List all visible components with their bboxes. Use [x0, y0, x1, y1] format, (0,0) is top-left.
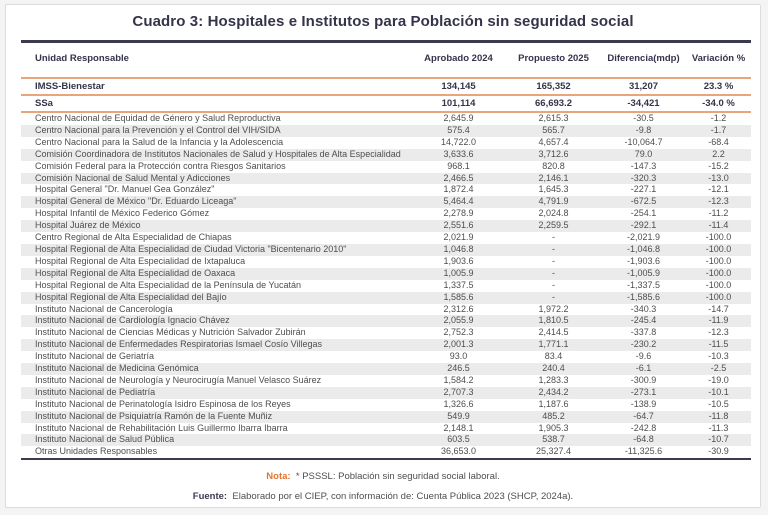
value-cell: 25,327.4: [535, 446, 572, 457]
value-cell: -227.1: [630, 184, 657, 195]
unit-name-cell: Comisión Federal para la Protección contra Riesgos Sanitarios: [35, 160, 286, 171]
value-cell: -34,421: [627, 98, 660, 109]
value-cell: 1,771.1: [538, 339, 569, 350]
value-cell: -19.0: [708, 374, 729, 385]
value-cell: 1,005.9: [443, 267, 474, 278]
value-cell: 101,114: [441, 98, 476, 109]
value-cell: -2,021.9: [626, 232, 661, 243]
unit-name-cell: Hospital Regional de Alta Especialidad del Bajío: [35, 291, 227, 302]
value-cell: -1,337.5: [626, 279, 661, 290]
unit-name-cell: Centro Nacional de Equidad de Género y Salud Reproductiva: [35, 113, 281, 123]
table-row: [21, 399, 751, 411]
value-cell: -34.0 %: [702, 98, 735, 109]
unit-name-cell: Instituto Nacional de Neurología y Neurocirugía Manuel Velasco Suárez: [35, 374, 322, 385]
unit-name-cell: Centro Regional de Alta Especialidad de Chiapas: [35, 232, 232, 243]
value-cell: 4,657.4: [538, 136, 569, 147]
value-cell: 1,972.2: [538, 303, 569, 314]
value-cell: 165,352: [536, 81, 571, 92]
value-cell: -320.3: [630, 172, 657, 183]
value-cell: 66,693.2: [535, 98, 572, 109]
table-row: [21, 78, 751, 95]
table-row: [21, 244, 751, 256]
value-cell: -11,325.6: [624, 446, 663, 457]
nota-text: * PSSSL: Población sin seguridad social laboral.: [295, 471, 500, 483]
value-cell: 2,278.9: [443, 208, 474, 219]
table-row: [21, 232, 751, 244]
table-row: [21, 137, 751, 149]
unit-name-cell: SSa: [35, 98, 53, 109]
value-cell: -292.1: [630, 220, 657, 231]
value-cell: -: [552, 279, 555, 290]
table-row: [21, 434, 751, 446]
table-row: [21, 363, 751, 375]
value-cell: -1,903.6: [626, 255, 661, 266]
value-cell: -340.3: [630, 303, 657, 314]
value-cell: 2,466.5: [443, 172, 474, 183]
value-cell: 2,024.8: [538, 208, 569, 219]
value-cell: -1,585.6: [626, 291, 661, 302]
value-cell: 1,584.2: [443, 374, 474, 385]
value-cell: 485.2: [542, 410, 565, 421]
table-footer: [6, 471, 760, 502]
value-cell: 1,903.6: [443, 255, 474, 266]
table-row: [21, 196, 751, 208]
table-row: [21, 304, 751, 316]
value-cell: -300.9: [630, 374, 657, 385]
value-cell: 1,645.3: [538, 184, 569, 195]
value-cell: 2,434.2: [538, 386, 569, 397]
value-cell: 1,872.4: [443, 184, 474, 195]
value-cell: 2,148.1: [443, 422, 474, 433]
value-cell: -11.8: [708, 410, 729, 421]
value-cell: 820.8: [542, 160, 565, 171]
value-cell: -100.0: [705, 279, 732, 290]
table-row: [21, 161, 751, 173]
unit-name-cell: Hospital General "Dr. Manuel Gea González": [35, 184, 215, 195]
value-cell: -30.9: [708, 446, 729, 457]
value-cell: -6.1: [635, 363, 652, 374]
value-cell: 2,645.9: [443, 113, 474, 123]
value-cell: -1,005.9: [626, 267, 661, 278]
table-row: [21, 292, 751, 304]
value-cell: -11.4: [708, 220, 729, 231]
value-cell: -9.8: [635, 124, 652, 135]
value-cell: -11.5: [708, 339, 729, 350]
value-cell: -9.6: [635, 351, 652, 362]
unit-name-cell: Comisión Nacional de Salud Mental y Adicciones: [35, 172, 231, 183]
value-cell: -10.5: [708, 398, 729, 409]
fuente-label: Fuente:: [192, 491, 228, 503]
unit-name-cell: Centro Nacional para la Prevención y el Control del VIH/SIDA: [35, 124, 281, 135]
value-cell: -1,046.8: [626, 243, 661, 254]
value-cell: -64.7: [633, 410, 654, 421]
unit-name-cell: Instituto Nacional de Rehabilitación Luis Guillermo Ibarra Ibarra: [35, 422, 288, 433]
value-cell: 1,585.6: [443, 291, 474, 302]
value-cell: 2,707.3: [443, 386, 474, 397]
value-cell: 2,021.9: [443, 232, 474, 243]
value-cell: -: [552, 291, 555, 302]
table-card: [5, 4, 761, 508]
value-cell: -245.4: [630, 315, 657, 326]
unit-name-cell: Hospital Regional de Alta Especialidad de la Península de Yucatán: [35, 279, 302, 290]
value-cell: 5,464.4: [443, 196, 474, 207]
value-cell: 246.5: [447, 363, 470, 374]
unit-name-cell: Instituto Nacional de Geriatría: [35, 351, 155, 362]
unit-name-cell: Instituto Nacional de Salud Pública: [35, 434, 175, 445]
table-row: [21, 256, 751, 268]
value-cell: -100.0: [705, 232, 732, 243]
table-row: [21, 423, 751, 435]
unit-name-cell: Hospital Juárez de México: [35, 220, 141, 231]
value-cell: -: [552, 232, 555, 243]
value-cell: 93.0: [449, 351, 468, 362]
value-cell: -12.3: [708, 196, 729, 207]
unit-name-cell: Hospital Regional de Alta Especialidad de Ciudad Victoria "Bicentenario 2010": [35, 243, 347, 254]
value-cell: 2,752.3: [443, 327, 474, 338]
table-row: [21, 112, 751, 125]
value-cell: 1,810.5: [538, 315, 569, 326]
data-rows: [21, 112, 751, 459]
unit-name-cell: Instituto Nacional de Perinatología Isidro Espinosa de los Reyes: [35, 398, 291, 409]
value-cell: -147.3: [630, 160, 657, 171]
value-cell: -11.3: [708, 422, 729, 433]
value-cell: -13.0: [708, 172, 729, 183]
value-cell: -273.1: [630, 386, 657, 397]
table-row: [21, 339, 751, 351]
value-cell: 575.4: [447, 124, 470, 135]
value-cell: 83.4: [544, 351, 563, 362]
unit-name-cell: Instituto Nacional de Cardiología Ignacio Chávez: [35, 315, 230, 326]
unit-name-cell: Comisión Coordinadora de Institutos Nacionales de Salud y Hospitales de Alta Especialidad: [35, 148, 401, 159]
value-cell: -100.0: [705, 267, 732, 278]
value-cell: 2,551.6: [443, 220, 474, 231]
value-cell: -2.5: [710, 363, 727, 374]
value-cell: 14,722.0: [440, 136, 477, 147]
value-cell: 2,001.3: [443, 339, 474, 350]
value-cell: -242.8: [630, 422, 657, 433]
column-header-aprobado-2024: Aprobado 2024: [424, 53, 493, 64]
unit-name-cell: Centro Nacional para la Salud de la Infancia y la Adolescencia: [35, 136, 284, 147]
summary-rows: [21, 78, 751, 112]
budget-table: [21, 40, 751, 460]
unit-name-cell: Instituto Nacional de Cancerología: [35, 303, 173, 314]
value-cell: -138.9: [630, 398, 657, 409]
value-cell: -254.1: [630, 208, 657, 219]
value-cell: 3,712.6: [538, 148, 569, 159]
value-cell: 4,791.9: [538, 196, 569, 207]
value-cell: 2,615.3: [538, 113, 569, 123]
value-cell: 538.7: [542, 434, 565, 445]
table-row: [21, 375, 751, 387]
value-cell: 23.3 %: [703, 81, 734, 92]
value-cell: 2,414.5: [538, 327, 569, 338]
value-cell: -10.3: [708, 351, 729, 362]
table-row: [21, 95, 751, 112]
table-row: [21, 125, 751, 137]
nota-line: [6, 471, 760, 482]
table-row: [21, 446, 751, 459]
value-cell: 31,207: [628, 81, 659, 92]
unit-name-cell: Otras Unidades Responsables: [35, 446, 158, 457]
table-row: [21, 327, 751, 339]
value-cell: -100.0: [705, 255, 732, 266]
value-cell: 3,633.6: [443, 148, 474, 159]
table-row: [21, 208, 751, 220]
value-cell: -1.2: [710, 113, 727, 123]
value-cell: -10.7: [708, 434, 729, 445]
unit-name-cell: Hospital Regional de Alta Especialidad de Ixtapaluca: [35, 255, 246, 266]
value-cell: -100.0: [705, 243, 732, 254]
unit-name-cell: Instituto Nacional de Ciencias Médicas y Nutrición Salvador Zubirán: [35, 327, 306, 338]
value-cell: 968.1: [447, 160, 470, 171]
value-cell: -672.5: [630, 196, 657, 207]
page-title: Cuadro 3: Hospitales e Institutos para Población sin seguridad social: [132, 13, 634, 30]
value-cell: -: [552, 267, 555, 278]
value-cell: 2,259.5: [538, 220, 569, 231]
value-cell: -12.1: [708, 184, 729, 195]
unit-name-cell: Instituto Nacional de Psiquiatría Ramón de la Fuente Muñiz: [35, 410, 273, 421]
fuente-text: Elaborado por el CIEP, con información de: Cuenta Pública 2023 (SHCP, 2024a).: [232, 491, 574, 503]
table-row: [21, 351, 751, 363]
unit-name-cell: IMSS-Bienestar: [35, 81, 105, 92]
value-cell: -11.2: [708, 208, 729, 219]
value-cell: -15.2: [708, 160, 729, 171]
value-cell: -10,064.7: [624, 136, 663, 147]
unit-name-cell: Instituto Nacional de Enfermedades Respiratorias Ismael Cosío Villegas: [35, 339, 322, 350]
value-cell: -337.8: [630, 327, 657, 338]
table-row: [21, 387, 751, 399]
value-cell: -10.1: [708, 386, 729, 397]
value-cell: 240.4: [542, 363, 565, 374]
value-cell: -1.7: [710, 124, 727, 135]
value-cell: 2,055.9: [443, 315, 474, 326]
value-cell: -68.4: [708, 136, 729, 147]
value-cell: 2.2: [712, 148, 725, 159]
value-cell: 36,653.0: [440, 446, 477, 457]
unit-name-cell: Hospital Infantil de México Federico Gómez: [35, 208, 210, 219]
value-cell: -230.2: [630, 339, 657, 350]
column-header-unidad-responsable: Unidad Responsable: [35, 53, 129, 64]
value-cell: -: [552, 243, 555, 254]
table-row: [21, 411, 751, 423]
value-cell: 1,326.6: [443, 398, 474, 409]
value-cell: 2,312.6: [443, 303, 474, 314]
unit-name-cell: Hospital General de México "Dr. Eduardo Liceaga": [35, 196, 237, 207]
table-row: [21, 184, 751, 196]
table-row: [21, 220, 751, 232]
nota-label: Nota:: [266, 471, 291, 483]
table-row: [21, 280, 751, 292]
table-row: [21, 268, 751, 280]
column-header-propuesto-2025: Propuesto 2025: [518, 53, 589, 64]
value-cell: 565.7: [542, 124, 565, 135]
value-cell: 603.5: [447, 434, 470, 445]
value-cell: -12.3: [708, 327, 729, 338]
unit-name-cell: Hospital Regional de Alta Especialidad de Oaxaca: [35, 267, 236, 278]
value-cell: 79.0: [634, 148, 653, 159]
value-cell: 1,187.6: [538, 398, 569, 409]
value-cell: -: [552, 255, 555, 266]
header-row: [21, 42, 751, 79]
value-cell: -100.0: [705, 291, 732, 302]
value-cell: -11.9: [708, 315, 729, 326]
value-cell: 1,046.8: [443, 243, 474, 254]
value-cell: 134,145: [441, 81, 476, 92]
value-cell: -64.8: [633, 434, 654, 445]
unit-name-cell: Instituto Nacional de Medicina Genómica: [35, 363, 199, 374]
table-header: [21, 42, 751, 79]
value-cell: 1,283.3: [538, 374, 569, 385]
value-cell: -30.5: [633, 113, 654, 123]
value-cell: -14.7: [708, 303, 729, 314]
table-row: [21, 173, 751, 185]
unit-name-cell: Instituto Nacional de Pediatría: [35, 386, 156, 397]
fuente-line: [6, 491, 760, 502]
table-row: [21, 149, 751, 161]
column-header-variacion: Variación %: [691, 53, 746, 64]
value-cell: 549.9: [447, 410, 470, 421]
table-row: [21, 315, 751, 327]
value-cell: 2,146.1: [538, 172, 569, 183]
value-cell: 1,905.3: [538, 422, 569, 433]
value-cell: 1,337.5: [443, 279, 474, 290]
column-header-diferencia-mdp: Diferencia(mdp): [607, 53, 680, 64]
